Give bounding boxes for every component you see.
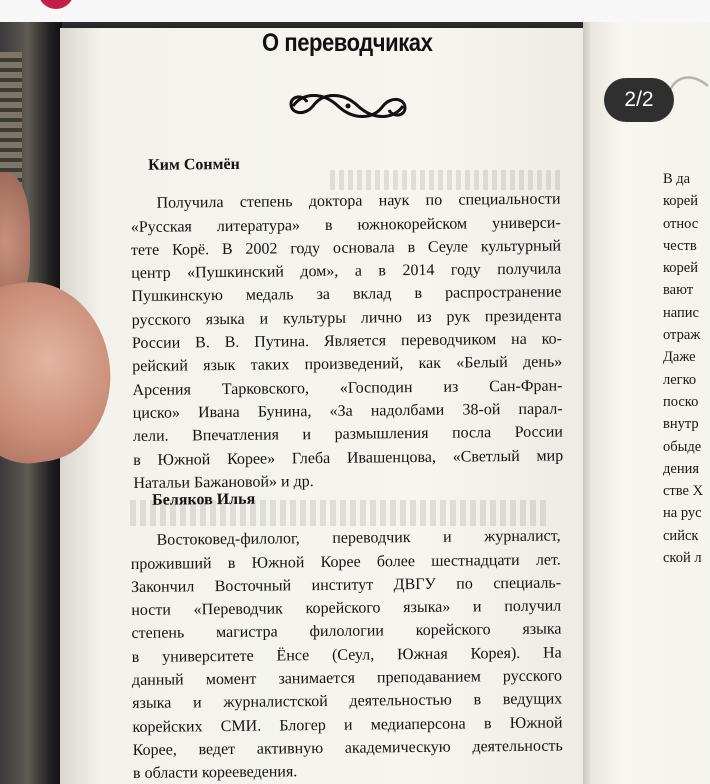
bio-line: данный момент занимается преподаванием русского xyxy=(131,667,563,690)
bio-line: языка и журналистской деятельностью в ведущих xyxy=(132,690,563,713)
bio-line: России В. В. Путина. Является переводчиком на ко- xyxy=(131,330,563,353)
right-page-line: напис xyxy=(663,304,699,321)
right-page-line: корей xyxy=(663,193,699,210)
bio-line: рейский язык таких произведений, как «Белый день» xyxy=(132,353,563,376)
right-page-line: на рус xyxy=(663,505,702,522)
bio-line: Корее, ведет активную академическую деятельность xyxy=(132,737,563,759)
right-page-line: корей xyxy=(663,260,699,277)
bio-line: корейских СМИ. Блогер и медиаперсона в Южной xyxy=(132,714,563,736)
app-top-bar xyxy=(0,0,710,22)
right-page-line: обыде xyxy=(663,438,702,455)
bio-line: Арсения Тарковского, «Господин из Сан-Фран- xyxy=(132,377,563,399)
bio-line: циско» Ивана Бунина, «За надолбами 38-ой парал- xyxy=(132,400,563,422)
right-page-ornament-icon xyxy=(668,70,710,100)
bio-line: Пушкинскую медаль за вклад в распространение xyxy=(131,283,562,306)
bio-line: тете Корё. В 2002 году основала в Сеуле культурный xyxy=(130,237,562,259)
bio-line: ности «Переводчик корейского языка» и получил xyxy=(131,597,562,620)
right-page-line: отраж xyxy=(663,327,701,344)
profile-avatar[interactable] xyxy=(38,0,74,9)
page-heading: О переводчиках xyxy=(262,29,433,57)
book-photo xyxy=(0,22,710,784)
image-counter-badge: 2/2 xyxy=(604,78,674,122)
right-page-line: ской л xyxy=(663,550,702,567)
bio-line: степень магистра филологии корейского языка xyxy=(131,620,562,643)
translator-bio xyxy=(130,188,563,495)
translator-section-1 xyxy=(130,149,564,495)
right-page-line: относ xyxy=(663,215,699,232)
right-page-line: внутр xyxy=(663,416,699,433)
translator-name: Ким Сонмён xyxy=(148,155,240,174)
bio-line: проживший в Южной Корее более шестнадцати лет. xyxy=(130,551,561,573)
right-page-line: Даже xyxy=(663,349,696,366)
bio-line: в Южной Корее» Глеба Ивашенцова, «Светлый мир xyxy=(133,447,564,469)
bio-line: «Русская литература» в южнокорейском универси- xyxy=(130,214,561,236)
right-page-line: дения xyxy=(663,460,700,477)
bio-line: Получила степень доктора наук по специальности xyxy=(156,190,561,213)
flourish-ornament-icon xyxy=(283,88,413,124)
bio-line: в университете Ёнсе (Сеул, Южная Корея). На xyxy=(131,644,562,666)
translator-section-2 xyxy=(130,484,563,784)
bio-line: центр «Пушкинский дом», а в 2014 году получила xyxy=(131,260,562,283)
right-page-line: стве Х xyxy=(663,483,704,500)
bio-line: Закончил Восточный институт ДВГУ по специаль- xyxy=(130,574,562,596)
bio-line: Натальи Бажановой» и др. xyxy=(133,472,314,492)
bio-line: в области корееведения. xyxy=(132,763,298,783)
bio-line: лели. Впечатления и размышления посла России xyxy=(132,423,564,446)
right-page-line: В да xyxy=(663,171,691,187)
right-page-line: вают xyxy=(663,282,694,299)
translator-name: Беляков Илья xyxy=(152,490,256,509)
bio-line: Востоковед-филолог, переводчик и журналист, xyxy=(156,527,561,550)
right-page-line: поско xyxy=(663,393,699,410)
bio-line: русского языка и культуры лично из рук президента xyxy=(131,307,562,329)
right-page-line: честв xyxy=(663,237,697,254)
right-page-text xyxy=(663,168,710,569)
translator-bio xyxy=(130,525,563,784)
right-page-line: сийск xyxy=(663,527,699,544)
right-page-line: легко xyxy=(663,371,697,388)
